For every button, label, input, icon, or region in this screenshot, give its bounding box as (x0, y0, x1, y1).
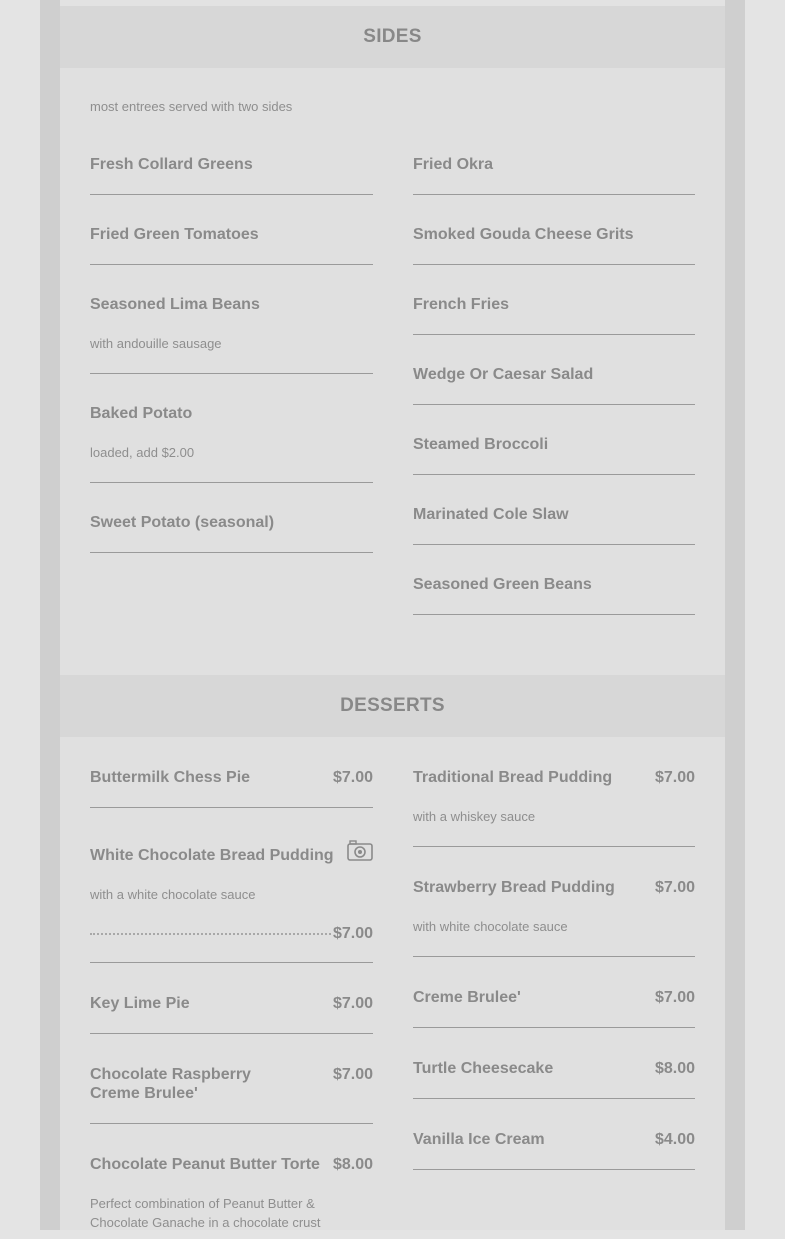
item-price: $8.00 (654, 1060, 695, 1077)
item-name: Baked Potato (90, 405, 193, 422)
list-item[interactable] (90, 753, 373, 808)
list-item[interactable] (90, 1049, 373, 1124)
item-name: Creme Brulee' (413, 989, 521, 1006)
item-name: Fried Okra (413, 156, 494, 173)
item-name: Seasoned Lima Beans (90, 296, 260, 313)
price-leader-dots (90, 933, 331, 935)
sides-section-title: SIDES (60, 6, 725, 68)
item-price: $7.00 (332, 925, 373, 942)
sides-right-column (413, 140, 695, 615)
item-name: Smoked Gouda Cheese Grits (413, 226, 634, 243)
item-description: loaded, add $2.00 (90, 445, 195, 460)
item-name: French Fries (413, 296, 510, 313)
item-name: Marinated Cole Slaw (413, 506, 569, 523)
item-description: with andouille sausage (90, 336, 222, 351)
item-name: White Chocolate Bread Pudding (90, 847, 334, 864)
item-price: $4.00 (654, 1131, 695, 1148)
desserts-right-column (413, 753, 695, 1170)
camera-icon[interactable] (347, 839, 373, 866)
item-name: Wedge Or Caesar Salad (413, 366, 594, 383)
item-name: Chocolate Peanut Butter Torte (90, 1156, 320, 1173)
item-name: Key Lime Pie (90, 995, 190, 1012)
item-price: $7.00 (332, 769, 373, 786)
item-name: Chocolate Raspberry Creme Brulee' (90, 1066, 251, 1102)
list-item[interactable] (90, 978, 373, 1034)
list-item[interactable] (413, 280, 695, 335)
list-item[interactable] (90, 1139, 373, 1239)
item-price: $7.00 (654, 769, 695, 786)
list-item[interactable] (413, 210, 695, 265)
item-description: Perfect combination of Peanut Butter & Chocolate Ganache in a chocolate crust (90, 1196, 321, 1230)
item-price: $7.00 (332, 1066, 373, 1083)
list-item[interactable] (413, 972, 695, 1028)
list-item[interactable] (90, 140, 373, 195)
item-description: with a whiskey sauce (413, 809, 536, 824)
list-item[interactable] (413, 140, 695, 195)
item-price: $8.00 (332, 1156, 373, 1173)
list-item[interactable] (413, 350, 695, 405)
list-item[interactable] (413, 490, 695, 545)
item-name: Sweet Potato (seasonal) (90, 514, 275, 531)
list-item[interactable] (413, 862, 695, 957)
item-price: $7.00 (332, 995, 373, 1012)
item-name: Fried Green Tomatoes (90, 226, 259, 243)
list-item[interactable] (413, 420, 695, 475)
item-name: Traditional Bread Pudding (413, 769, 613, 786)
list-item[interactable] (413, 560, 695, 615)
sides-note: most entrees served with two sides (90, 99, 293, 114)
list-item[interactable] (413, 1114, 695, 1170)
list-item[interactable] (90, 389, 373, 483)
item-price: $7.00 (654, 879, 695, 896)
list-item[interactable] (90, 823, 373, 963)
item-name: Strawberry Bread Pudding (413, 879, 615, 896)
item-price: $7.00 (654, 989, 695, 1006)
item-name: Turtle Cheesecake (413, 1060, 554, 1077)
item-description: with white chocolate sauce (413, 919, 568, 934)
item-name: Seasoned Green Beans (413, 576, 592, 593)
item-description: with a white chocolate sauce (90, 887, 256, 902)
list-item[interactable] (413, 1043, 695, 1099)
list-item[interactable] (413, 753, 695, 847)
item-name: Steamed Broccoli (413, 436, 549, 453)
desserts-section-title: DESSERTS (60, 675, 725, 737)
list-item[interactable] (90, 280, 373, 374)
desserts-left-column (90, 753, 373, 1239)
sides-left-column (90, 140, 373, 553)
item-name: Buttermilk Chess Pie (90, 769, 251, 786)
item-name: Vanilla Ice Cream (413, 1131, 545, 1148)
item-name: Fresh Collard Greens (90, 156, 253, 173)
list-item[interactable] (90, 498, 373, 553)
list-item[interactable] (90, 210, 373, 265)
